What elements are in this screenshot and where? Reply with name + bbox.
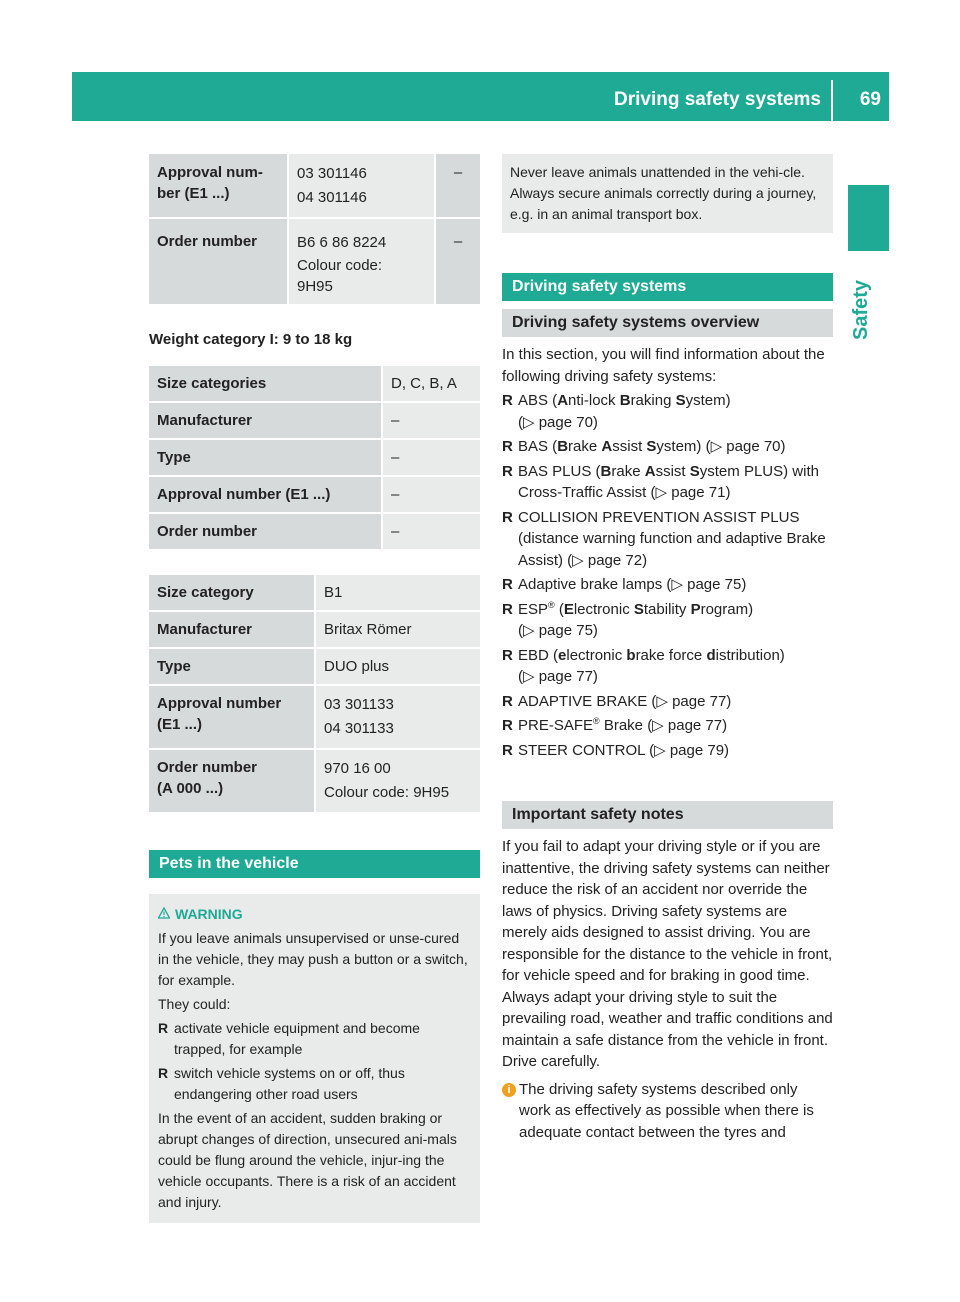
list-item (502, 740, 833, 762)
item-text: ystem) (685, 392, 731, 409)
table-row (149, 366, 480, 403)
value-line: Colour code: 9H95 (297, 257, 383, 295)
item-key: A (644, 462, 656, 480)
bullet-icon: R (502, 392, 513, 409)
list-item (502, 691, 833, 713)
row-label: Approval number (E1 ...) (149, 686, 314, 750)
dss-section-heading: Driving safety systems (502, 273, 833, 301)
item-text: ESP (518, 600, 549, 618)
info-note (502, 1079, 833, 1144)
bullet-icon: R (502, 508, 513, 526)
item-text: lectronic (573, 600, 634, 618)
value-line: 04 301146 (297, 189, 367, 206)
warning-title (158, 904, 472, 925)
item-text: ADAPTIVE BRAKE (518, 692, 652, 710)
item-text: ( (554, 600, 564, 618)
list-item (502, 645, 833, 688)
list-item (502, 599, 833, 642)
value-line: 970 16 00 (324, 760, 391, 777)
item-text: rake force (635, 646, 707, 664)
row-label: Type (149, 440, 381, 477)
value-line: B1 (324, 584, 343, 601)
registered-mark: ® (593, 716, 600, 726)
warning-box (149, 894, 480, 1223)
info-icon: i (502, 1083, 516, 1097)
page-reference-link[interactable]: (▷ page 70) (518, 413, 598, 431)
list-item (502, 574, 833, 596)
bullet-icon: R (158, 1065, 169, 1081)
weight-category-heading: Weight category I: 9 to 18 kg (149, 331, 353, 348)
row-value (314, 649, 480, 686)
pets-section-heading: Pets in the vehicle (149, 850, 480, 878)
list-item-text: switch vehicle systems on or off, thus endangering other road users (174, 1065, 405, 1102)
row-value: – (381, 514, 480, 551)
row-label: Type (149, 649, 314, 686)
bullet-icon: R (502, 646, 513, 664)
list-item (502, 715, 833, 737)
bullet-icon: R (502, 438, 513, 455)
row-label: Manufacturer (149, 612, 314, 649)
table-row (149, 514, 480, 551)
list-item-text: activate vehicle equipment and become trapped, for example (174, 1020, 420, 1057)
approval-table (149, 154, 480, 306)
table-row (149, 686, 480, 750)
item-text: rogram) (700, 600, 754, 618)
row-value (314, 750, 480, 814)
item-key: B (619, 392, 631, 409)
size-table (149, 366, 480, 551)
item-text: EBD ( (518, 646, 559, 664)
dss-overview-heading: Driving safety systems overview (502, 309, 833, 337)
item-text: raking (630, 392, 676, 409)
item-key: d (706, 646, 716, 664)
row-value: – (381, 403, 480, 440)
page-number: 69 (859, 89, 881, 110)
row-label: Order number (A 000 ...) (149, 750, 314, 814)
bullet-icon: R (502, 741, 513, 759)
item-text: tability (643, 600, 691, 618)
page-reference-link[interactable]: (▷ page 72) (567, 551, 648, 569)
list-item (158, 1063, 472, 1105)
pets-note-box: Never leave animals unattended in the vehi-cle. Always secure animals correctly during a journey, e.g. in an animal transport box. (502, 154, 833, 233)
warning-triangle-icon (158, 907, 170, 919)
row-value: D, C, B, A (381, 366, 480, 403)
item-text: nti-lock (568, 392, 620, 409)
item-key: e (558, 646, 567, 664)
item-text: PRE-SAFE (518, 717, 594, 734)
item-text: STEER CONTROL (518, 741, 650, 759)
important-notes-heading: Important safety notes (502, 801, 833, 829)
warning-paragraph: In the event of an accident, sudden braking or abrupt changes of direction, unsecured ani-mals could be flung around the vehicle, injur-ing the vehicle occupants. There is a risk of an accident and injury. (158, 1110, 457, 1210)
item-text: ystem PLUS) with Cross-Traffic Assist (518, 462, 819, 501)
list-item (502, 436, 833, 458)
item-key: S (689, 462, 700, 480)
item-text: lectronic (566, 646, 627, 664)
bullet-icon: R (502, 600, 513, 618)
page-reference-link[interactable]: (▷ page 77) (651, 692, 732, 710)
table-row (149, 575, 480, 612)
item-key: E (563, 600, 574, 618)
row-label: Approval number (E1 ...) (149, 477, 381, 514)
bullet-icon: R (502, 692, 513, 710)
item-text: rake (611, 462, 645, 480)
page-header (72, 72, 889, 121)
item-key: A (601, 438, 613, 455)
row-label: Manufacturer (149, 403, 381, 440)
row-value (287, 219, 434, 306)
important-paragraph: If you fail to adapt your driving style or if you are inattentive, the driving safety systems can neither reduce the risk of an accident nor override the laws of physics. Driving safety systems are merely aids designed to assist driving. You are responsible for the distance to the vehicle in front, for vehicle speed and for braking in good time. Always adapt your driving style to suit the prevailing road, weather and traffic conditions and maintain a safe distance from the vehicle in front. Drive carefully. (502, 838, 833, 1070)
item-text: Brake (599, 717, 648, 734)
table-row (149, 403, 480, 440)
row-label: Size categories (149, 366, 381, 403)
side-tab-marker (848, 185, 889, 251)
item-key: P (690, 600, 701, 618)
list-item (502, 461, 833, 504)
row-value (314, 612, 480, 649)
table-row (149, 219, 480, 306)
bullet-icon: R (158, 1020, 169, 1036)
side-tab (843, 270, 893, 350)
value-line: Britax Römer (324, 621, 412, 638)
table-row (149, 649, 480, 686)
value-line: Colour code: 9H95 (324, 784, 450, 801)
page-reference-link[interactable]: (▷ page 79) (649, 741, 730, 759)
dss-intro: In this section, you will find information about the following driving safety systems: (502, 346, 825, 385)
item-text: istribution) (715, 646, 785, 664)
bullet-icon: R (502, 462, 513, 480)
table-row (149, 612, 480, 649)
seat-table (149, 575, 480, 814)
page-reference-link[interactable]: (▷ page 71) (650, 484, 731, 501)
page-reference-link[interactable]: (▷ page 77) (518, 668, 598, 685)
row-value (314, 686, 480, 750)
item-text: BAS ( (518, 438, 558, 455)
row-value (287, 154, 434, 219)
side-tab-label: Safety (850, 279, 872, 340)
item-text: BAS PLUS ( (518, 462, 601, 480)
page-reference-link[interactable]: (▷ page 77) (647, 717, 728, 734)
item-text: ystem) (656, 438, 706, 455)
warning-title-text: WARNING (175, 906, 243, 922)
value-line: 04 301133 (324, 720, 394, 737)
row-label: Order number (149, 514, 381, 551)
value-line: B6 6 86 8224 (297, 234, 387, 251)
item-text: COLLISION PREVENTION ASSIST PLUS (distance warning function and adaptive Brake Assist) (518, 508, 826, 569)
list-item (502, 390, 833, 433)
list-item (158, 1018, 472, 1060)
item-key: S (633, 600, 644, 618)
item-key: B (557, 438, 569, 455)
item-text: ssist (655, 462, 690, 480)
row-extra: – (434, 219, 480, 306)
table-row (149, 440, 480, 477)
row-value: – (381, 440, 480, 477)
row-label: Approval num- ber (E1 ...) (149, 154, 287, 219)
item-text: rake (568, 438, 602, 455)
page-reference-link[interactable]: (▷ page 75) (666, 576, 747, 593)
row-label: Size category (149, 575, 314, 612)
value-line: 03 301133 (324, 696, 394, 713)
item-key: S (675, 392, 686, 409)
value-line: DUO plus (324, 658, 390, 675)
bullet-icon: R (502, 717, 513, 734)
item-key: B (600, 462, 612, 480)
table-row (149, 154, 480, 219)
item-key: b (626, 646, 636, 664)
info-note-text: The driving safety systems described only work as effectively as possible when there is adequate contact between the tyres and (519, 1080, 814, 1141)
item-text: Adaptive brake lamps (518, 576, 667, 593)
row-extra: – (434, 154, 480, 219)
table-row (149, 750, 480, 814)
bullet-icon: R (502, 576, 513, 593)
dss-list (502, 390, 833, 761)
row-value: – (381, 477, 480, 514)
page-reference-link[interactable]: (▷ page 70) (705, 438, 786, 455)
list-item (502, 507, 833, 572)
item-key: A (557, 392, 569, 409)
value-line: 03 301146 (297, 165, 367, 182)
left-column (149, 154, 480, 1223)
warning-list (158, 1018, 472, 1105)
right-column (502, 154, 833, 1143)
row-value (314, 575, 480, 612)
page-reference-link[interactable]: (▷ page 75) (518, 622, 598, 639)
item-text: ssist (612, 438, 647, 455)
table-row (149, 477, 480, 514)
header-divider (831, 80, 833, 121)
warning-paragraph: If you leave animals unsupervised or unse-cured in the vehicle, they may push a button or a switch, for example. (158, 930, 468, 988)
warning-paragraph: They could: (158, 996, 231, 1012)
row-label: Order number (149, 219, 287, 306)
header-title: Driving safety systems (614, 89, 821, 110)
registered-mark: ® (548, 599, 555, 610)
item-key: S (646, 438, 657, 455)
item-text: ABS ( (518, 392, 558, 409)
